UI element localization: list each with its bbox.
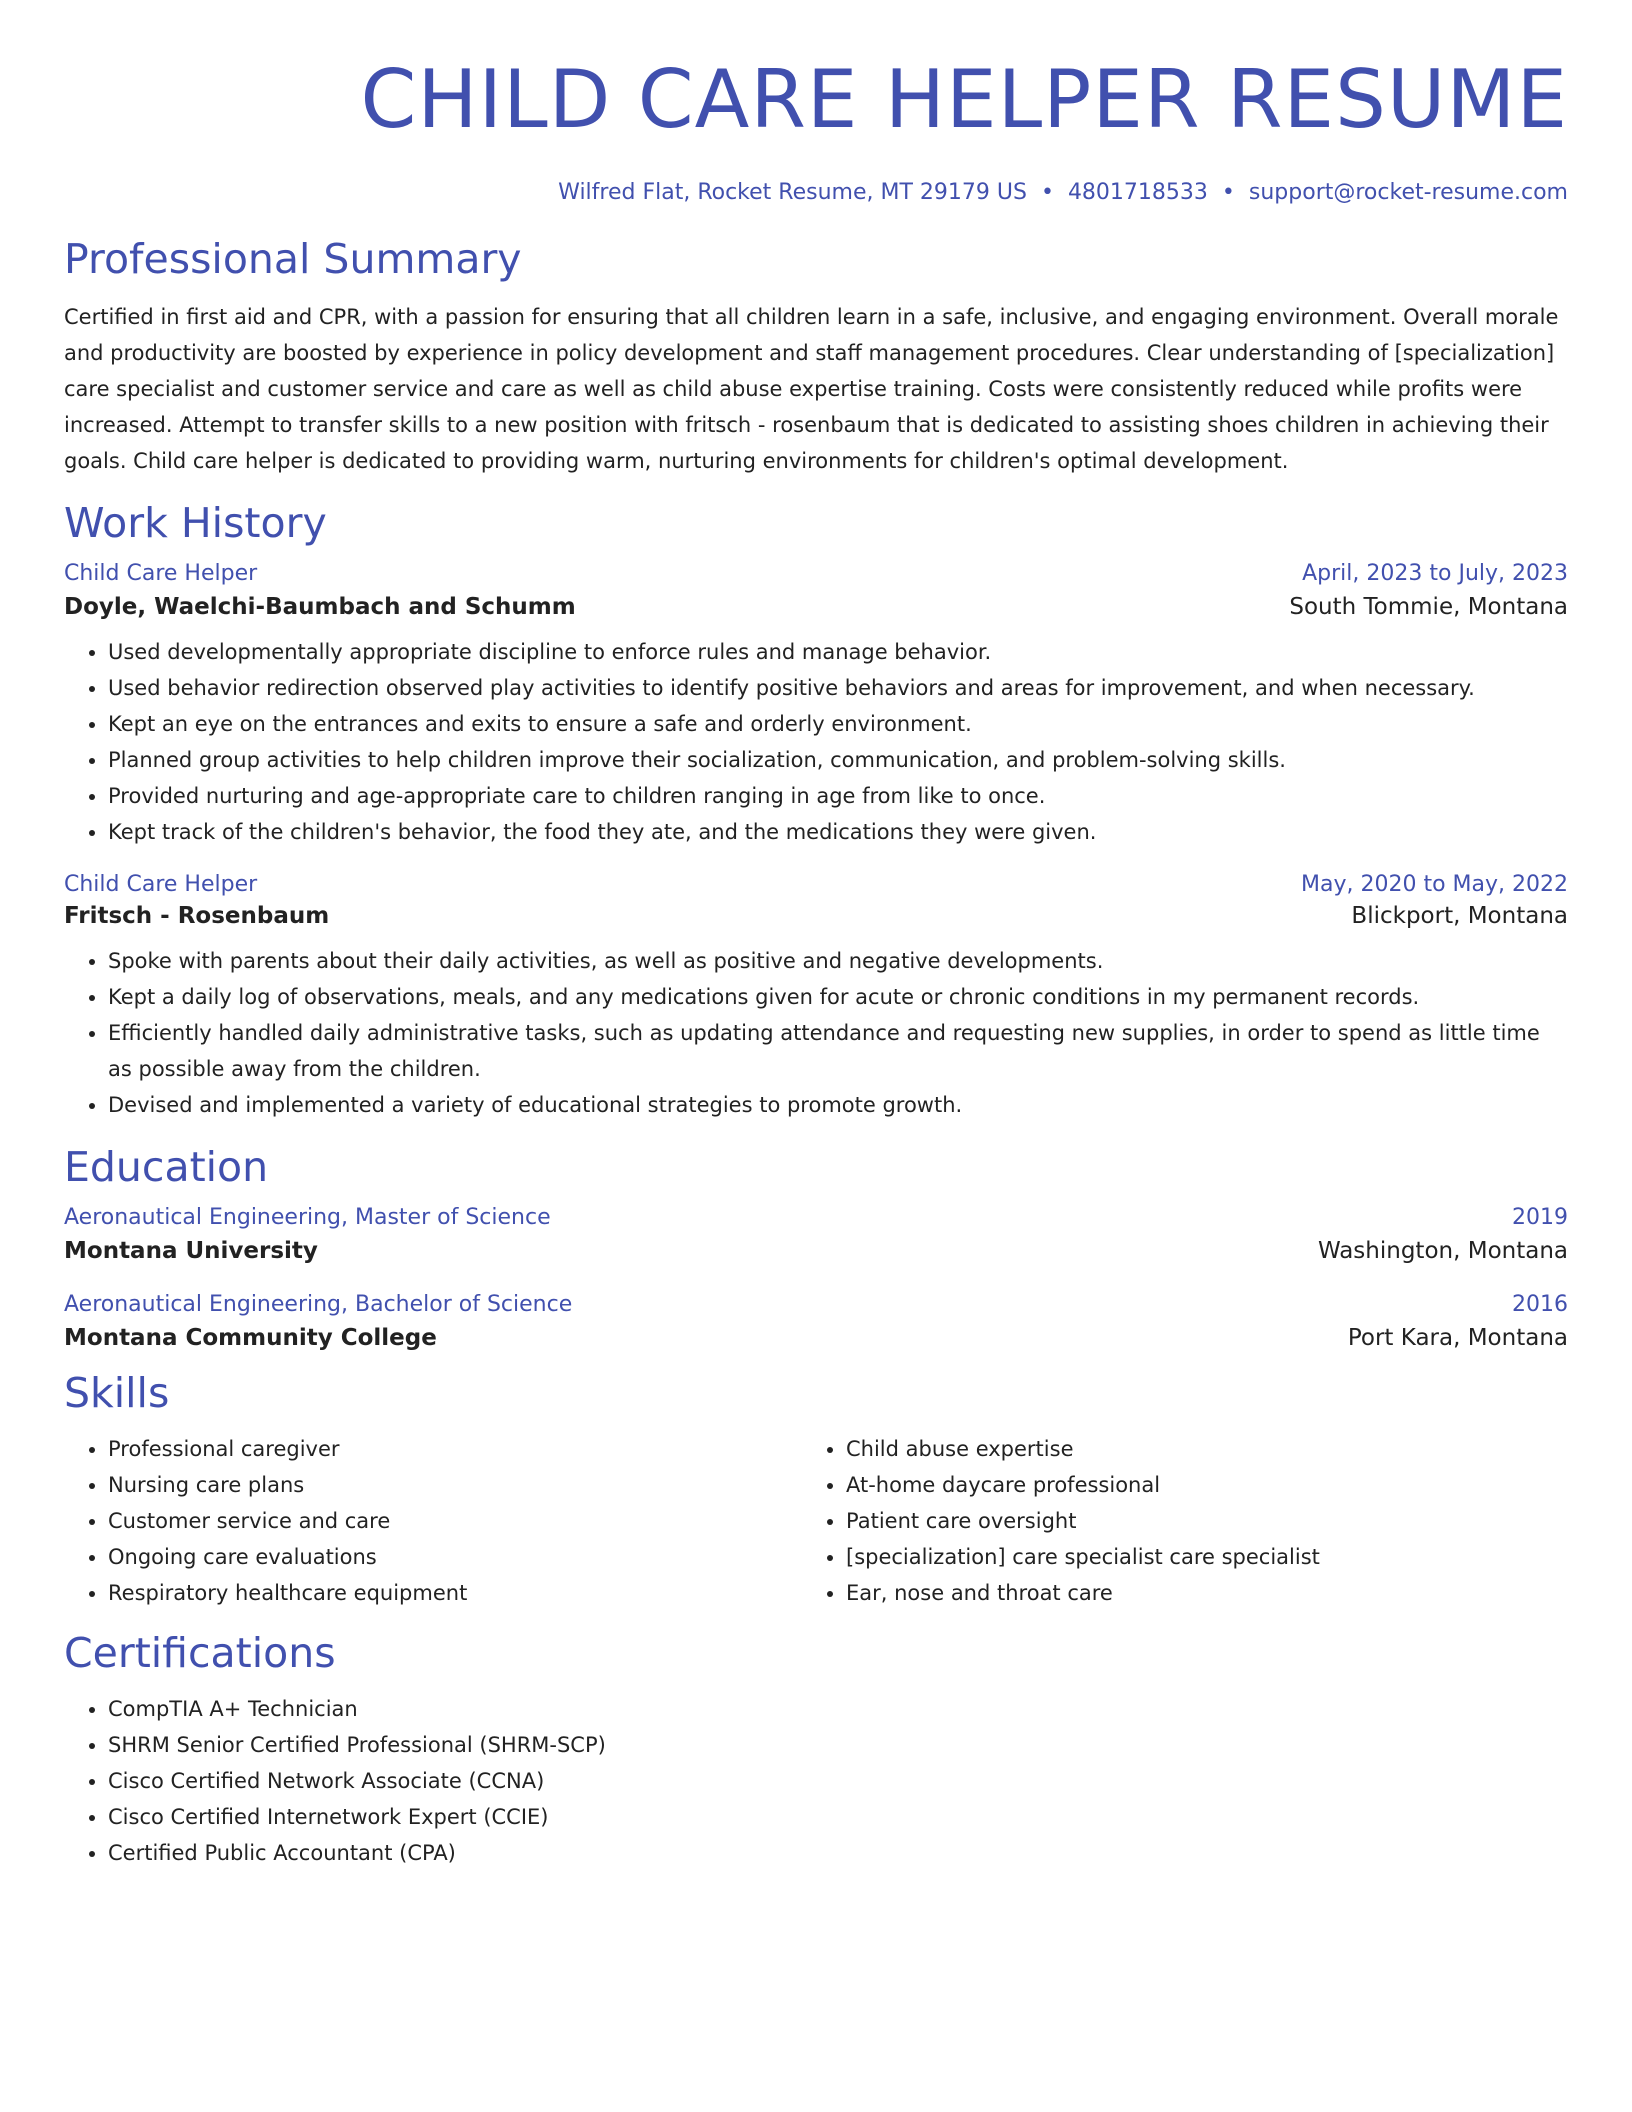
skill-item: • Respiratory healthcare equipment xyxy=(108,1575,802,1611)
certification-item: • CompTIA A+ Technician xyxy=(108,1691,1568,1727)
education-header xyxy=(64,1292,1568,1317)
job-company: Doyle, Waelchi-Baumbach and Schumm xyxy=(64,594,576,620)
education-year: 2016 xyxy=(1512,1292,1568,1317)
job-bullet: • Spoke with parents about their daily activities, as well as positive and negative developments. xyxy=(108,943,1568,979)
job-bullet: • Kept an eye on the entrances and exits to ensure a safe and orderly environment. xyxy=(108,706,1568,742)
job-entry xyxy=(64,561,1568,850)
skill-item: • Professional caregiver xyxy=(108,1431,802,1467)
certifications-heading: Certifications xyxy=(64,1629,336,1677)
job-bullet: • Kept a daily log of observations, meals, and any medications given for acute or chronic conditions in my permanent records. xyxy=(108,979,1568,1015)
job-dates: April, 2023 to July, 2023 xyxy=(1302,561,1568,586)
job-bullet: • Kept track of the children's behavior, the food they ate, and the medications they were given. xyxy=(108,814,1568,850)
education-subheader xyxy=(64,1238,1568,1264)
job-header xyxy=(64,872,1568,897)
certifications-list xyxy=(64,1691,1568,1871)
skill-item: • [specialization] care specialist care specialist xyxy=(846,1539,1540,1575)
skill-item: • Ear, nose and throat care xyxy=(846,1575,1540,1611)
skills-list xyxy=(64,1431,802,1611)
education-subheader xyxy=(64,1325,1568,1351)
education-entry xyxy=(64,1292,1568,1351)
education-degree: Aeronautical Engineering, Bachelor of Science xyxy=(64,1292,573,1317)
skills-column-right xyxy=(802,1431,1540,1611)
job-location: South Tommie, Montana xyxy=(1289,594,1568,620)
job-subheader xyxy=(64,594,1568,620)
job-company: Fritsch - Rosenbaum xyxy=(64,903,330,929)
skills-heading: Skills xyxy=(64,1369,170,1417)
education-entry xyxy=(64,1205,1568,1264)
contact-email[interactable]: support@rocket-resume.com xyxy=(1248,180,1568,205)
skill-item: • Patient care oversight xyxy=(846,1503,1540,1539)
summary-text: Certified in first aid and CPR, with a passion for ensuring that all children learn in a safe, inclusive, and engaging environment. Overall morale and productivity are boosted by experience in policy development and staff management procedures. Clear understanding of [specialization] care specialist and customer service and care as well as child abuse expertise training. Costs were consistently reduced while profits were increased. Attempt to transfer skills to a new position with fritsch - rosenbaum that is dedicated to assisting shoes children in achieving their goals. Child care helper is dedicated to providing warm, nurturing environments for children's optimal development. xyxy=(64,305,1559,473)
contact-line xyxy=(64,180,1568,205)
work-history-heading: Work History xyxy=(64,499,327,547)
job-bullet: • Used developmentally appropriate discipline to enforce rules and manage behavior. xyxy=(108,634,1568,670)
job-bullet: • Provided nurturing and age-appropriate care to children ranging in age from like to once. xyxy=(108,778,1568,814)
certification-item: • Cisco Certified Internetwork Expert (CCIE) xyxy=(108,1799,1568,1835)
job-title: Child Care Helper xyxy=(64,872,258,897)
certification-item: • Certified Public Accountant (CPA) xyxy=(108,1835,1568,1871)
skill-item: • Customer service and care xyxy=(108,1503,802,1539)
contact-separator: • xyxy=(1040,180,1054,205)
job-entry xyxy=(64,872,1568,1123)
job-title: Child Care Helper xyxy=(64,561,258,586)
contact-phone[interactable]: 4801718533 xyxy=(1067,180,1208,205)
summary-heading: Professional Summary xyxy=(64,235,522,283)
skills-column-left xyxy=(64,1431,802,1611)
education-degree: Aeronautical Engineering, Master of Science xyxy=(64,1205,551,1230)
education-location: Port Kara, Montana xyxy=(1347,1325,1568,1351)
certification-item: • SHRM Senior Certified Professional (SHRM-SCP) xyxy=(108,1727,1568,1763)
education-year: 2019 xyxy=(1512,1205,1568,1230)
job-header xyxy=(64,561,1568,586)
job-bullet: • Used behavior redirection observed play activities to identify positive behaviors and areas for improvement, and when necessary. xyxy=(108,670,1568,706)
job-bullet: • Efficiently handled daily administrative tasks, such as updating attendance and requesting new supplies, in order to spend as little time as possible away from the children. xyxy=(108,1015,1568,1087)
contact-separator: • xyxy=(1221,180,1235,205)
job-bullet: • Planned group activities to help children improve their socialization, communication, and problem-solving skills. xyxy=(108,742,1568,778)
education-school: Montana University xyxy=(64,1238,318,1264)
job-bullets xyxy=(64,943,1568,1123)
education-location: Washington, Montana xyxy=(1317,1238,1568,1264)
skill-item: • Child abuse expertise xyxy=(846,1431,1540,1467)
education-school: Montana Community College xyxy=(64,1325,437,1351)
education-header xyxy=(64,1205,1568,1230)
job-location: Blickport, Montana xyxy=(1351,903,1568,929)
job-bullets xyxy=(64,634,1568,850)
skills-list xyxy=(802,1431,1540,1611)
resume-name: CHILD CARE HELPER RESUME xyxy=(360,53,1568,146)
skills-columns xyxy=(64,1431,1568,1611)
job-dates: May, 2020 to May, 2022 xyxy=(1301,872,1568,897)
contact-address: Wilfred Flat, Rocket Resume, MT 29179 US xyxy=(558,180,1027,205)
skill-item: • Nursing care plans xyxy=(108,1467,802,1503)
certification-item: • Cisco Certified Network Associate (CCNA) xyxy=(108,1763,1568,1799)
skill-item: • At-home daycare professional xyxy=(846,1467,1540,1503)
job-bullet: • Devised and implemented a variety of educational strategies to promote growth. xyxy=(108,1087,1568,1123)
education-heading: Education xyxy=(64,1143,269,1191)
job-subheader xyxy=(64,903,1568,929)
skill-item: • Ongoing care evaluations xyxy=(108,1539,802,1575)
